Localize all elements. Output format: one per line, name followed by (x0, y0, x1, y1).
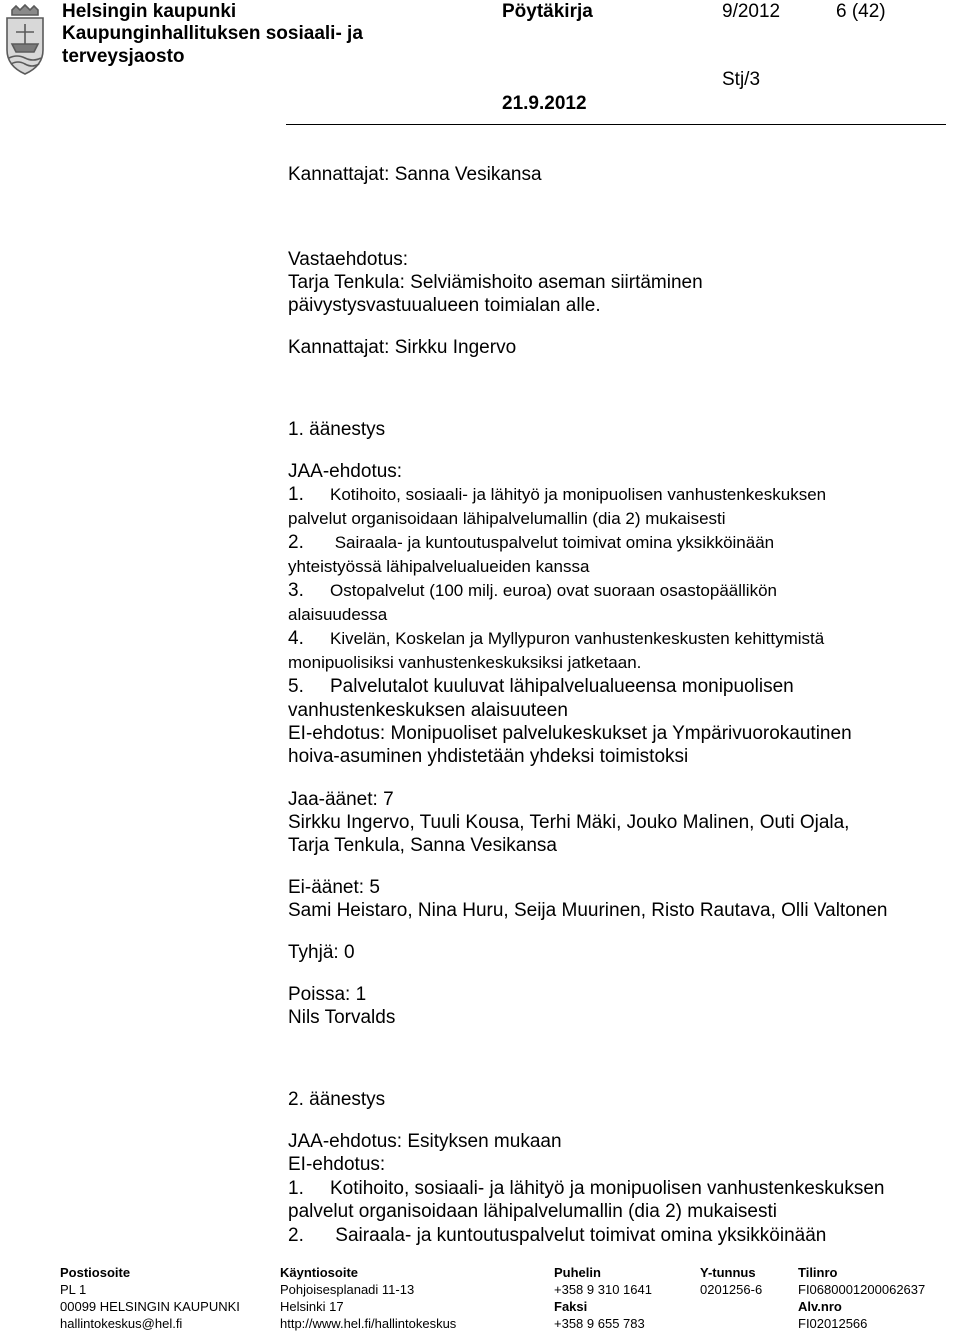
absent-names: Nils Torvalds (288, 1007, 396, 1028)
yes-voters: Sirkku Ingervo, Tuuli Kousa, Terhi Mäki, Jouko Malinen, Outi Ojala, (288, 812, 850, 833)
vote2-yes: JAA-ehdotus: Esityksen mukaan (288, 1131, 562, 1152)
list-item: 2. Sairaala- ja kuntoutuspalvelut toimivat omina yksikköinään (288, 1225, 827, 1246)
section-code: Stj/3 (722, 69, 761, 90)
doc-number: 9/2012 (722, 1, 781, 22)
list-item: 1. Kotihoito, sosiaali- ja lähityö ja monipuolisen vanhustenkeskuksen (288, 1178, 885, 1199)
list-item: 3. Ostopalvelut (100 milj. euroa) ovat suoraan osastopäällikön (288, 580, 777, 601)
footer-account: Tilinro FI0680001200062637 Alv.nro FI02012566 (798, 1265, 926, 1331)
footer-postal: Postiosoite PL 1 00099 HELSINGIN KAUPUNKI hallintokeskus@hel.fi (60, 1265, 240, 1331)
list-item-cont: monipuolisiksi vanhustenkeskuksiksi jatketaan. (288, 653, 642, 672)
page-number: 6 (42) (836, 1, 886, 22)
footer-business-id: Y-tunnus 0201256-6 (700, 1265, 763, 1297)
list-item-cont: yhteistyössä lähipalvelualueiden kanssa (288, 557, 590, 576)
seconded-2: Kannattajat: Sirkku Ingervo (288, 337, 517, 358)
list-item: 2. Sairaala- ja kuntoutuspalvelut toimivat omina yksikköinään (288, 532, 775, 553)
footer-visiting: Käyntiosoite Pohjoisesplanadi 11-13 Helsinki 17 http://www.hel.fi/hallintokeskus (280, 1265, 457, 1331)
vote2-title: 2. äänestys (288, 1089, 386, 1110)
helsinki-crest-icon (4, 4, 46, 76)
no-proposal-line: EI-ehdotus: Monipuoliset palvelukeskukset ja Ympärivuorokautinen (288, 723, 852, 744)
footer-phone: Puhelin +358 9 310 1641 Faksi +358 9 655 783 (554, 1265, 652, 1331)
list-item-cont: palvelut organisoidaan lähipalvelumallin (dia 2) mukaisesti (288, 509, 726, 528)
list-item: 1. Kotihoito, sosiaali- ja lähityö ja monipuolisen vanhustenkeskuksen (288, 484, 827, 505)
vote1-yes-title: JAA-ehdotus: (288, 461, 403, 482)
blank-votes: Tyhjä: 0 (288, 942, 355, 963)
list-item-cont: alaisuudessa (288, 605, 388, 624)
vote2-no: EI-ehdotus: (288, 1154, 386, 1175)
yes-voters: Tarja Tenkula, Sanna Vesikansa (288, 835, 557, 856)
vote1-title: 1. äänestys (288, 419, 386, 440)
list-item-cont: palvelut organisoidaan lähipalvelumallin (dia 2) mukaisesti (288, 1201, 777, 1222)
org-subunit-cont: terveysjaosto (62, 46, 185, 67)
no-voters: Sami Heistaro, Nina Huru, Seija Muurinen, Risto Rautava, Olli Valtonen (288, 900, 888, 921)
header-divider (286, 124, 946, 125)
counter-proposal-line: Tarja Tenkula: Selviämishoito aseman siirtäminen (288, 272, 703, 293)
list-item: 4. Kivelän, Koskelan ja Myllypuron vanhustenkeskusten kehittymistä (288, 628, 825, 649)
counter-proposal-line: päivystysvastuualueen toimialan alle. (288, 295, 601, 316)
no-proposal-line: hoiva-asuminen yhdistetään yhdeksi toimistoksi (288, 746, 689, 767)
list-item: 5. Palvelutalot kuuluvat lähipalvelualueensa monipuolisen (288, 676, 794, 697)
yes-votes: Jaa-äänet: 7 (288, 789, 394, 810)
absent-count: Poissa: 1 (288, 984, 367, 1005)
list-item-cont: vanhustenkeskuksen alaisuuteen (288, 700, 568, 721)
doc-type: Pöytäkirja (502, 1, 593, 22)
org-subunit: Kaupunginhallituksen sosiaali- ja (62, 23, 363, 44)
seconded-1: Kannattajat: Sanna Vesikansa (288, 164, 542, 185)
counter-proposal-title: Vastaehdotus: (288, 249, 409, 270)
no-votes: Ei-äänet: 5 (288, 877, 380, 898)
doc-date: 21.9.2012 (502, 93, 587, 114)
org-name: Helsingin kaupunki (62, 1, 237, 22)
